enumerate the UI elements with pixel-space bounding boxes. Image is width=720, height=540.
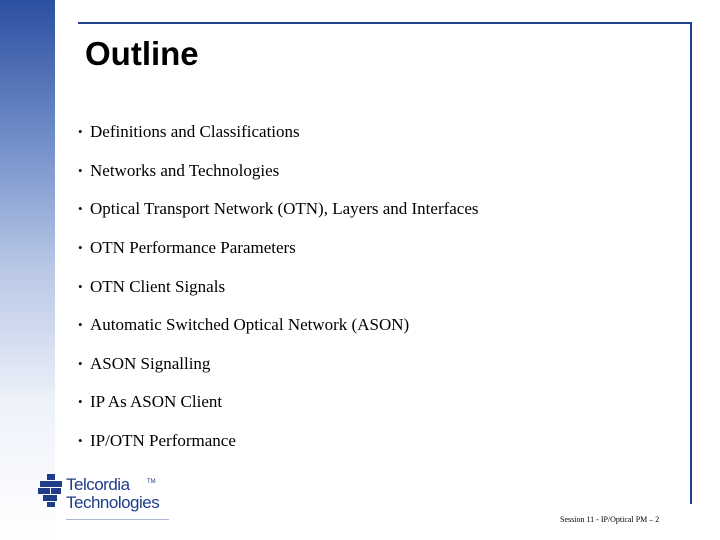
bullet-item xyxy=(78,422,479,461)
frame-top-line xyxy=(78,22,692,24)
bullet-icon: • xyxy=(78,201,83,217)
bullet-item xyxy=(78,113,479,152)
logo-telcordia-text: Telcordia xyxy=(66,475,130,494)
logo-underline xyxy=(66,519,169,520)
bullet-text: Optical Transport Network (OTN), Layers and Interfaces xyxy=(90,199,479,219)
bullet-item xyxy=(78,306,479,345)
bullet-icon: • xyxy=(78,278,83,294)
bullet-icon: • xyxy=(78,124,83,140)
bullet-text: IP/OTN Performance xyxy=(90,431,236,451)
bullet-text: Automatic Switched Optical Network (ASON) xyxy=(90,315,410,335)
bullet-icon: • xyxy=(78,240,83,256)
bullet-item xyxy=(78,152,479,191)
bullet-icon: • xyxy=(78,394,83,410)
sidebar-gradient xyxy=(0,0,55,540)
logo-technologies-text: Technologies xyxy=(66,493,160,512)
bullet-text: OTN Performance Parameters xyxy=(90,238,296,258)
bullet-icon: • xyxy=(78,433,83,449)
bullet-item xyxy=(78,383,479,422)
telcordia-logo xyxy=(38,470,173,522)
slide-footer: Session 11 - IP/Optical PM – 2 xyxy=(560,515,660,524)
bullet-icon: • xyxy=(78,162,83,178)
bullet-item xyxy=(78,345,479,384)
bullet-item xyxy=(78,190,479,229)
bullet-text: Networks and Technologies xyxy=(90,160,280,180)
bullet-text: Definitions and Classifications xyxy=(90,122,300,142)
bullet-icon: • xyxy=(78,355,83,371)
bullet-icon: • xyxy=(78,317,83,333)
bullet-text: IP As ASON Client xyxy=(90,392,223,412)
bullet-item xyxy=(78,229,479,268)
bullet-text: OTN Client Signals xyxy=(90,276,226,296)
bullet-item xyxy=(78,267,479,306)
bullet-text: ASON Signalling xyxy=(90,353,211,373)
slide-title: Outline xyxy=(85,35,199,72)
bullet-list xyxy=(78,113,479,460)
telcordia-mark-icon xyxy=(38,474,66,508)
logo-trademark: TM xyxy=(147,479,156,485)
frame-right-line xyxy=(690,22,692,504)
